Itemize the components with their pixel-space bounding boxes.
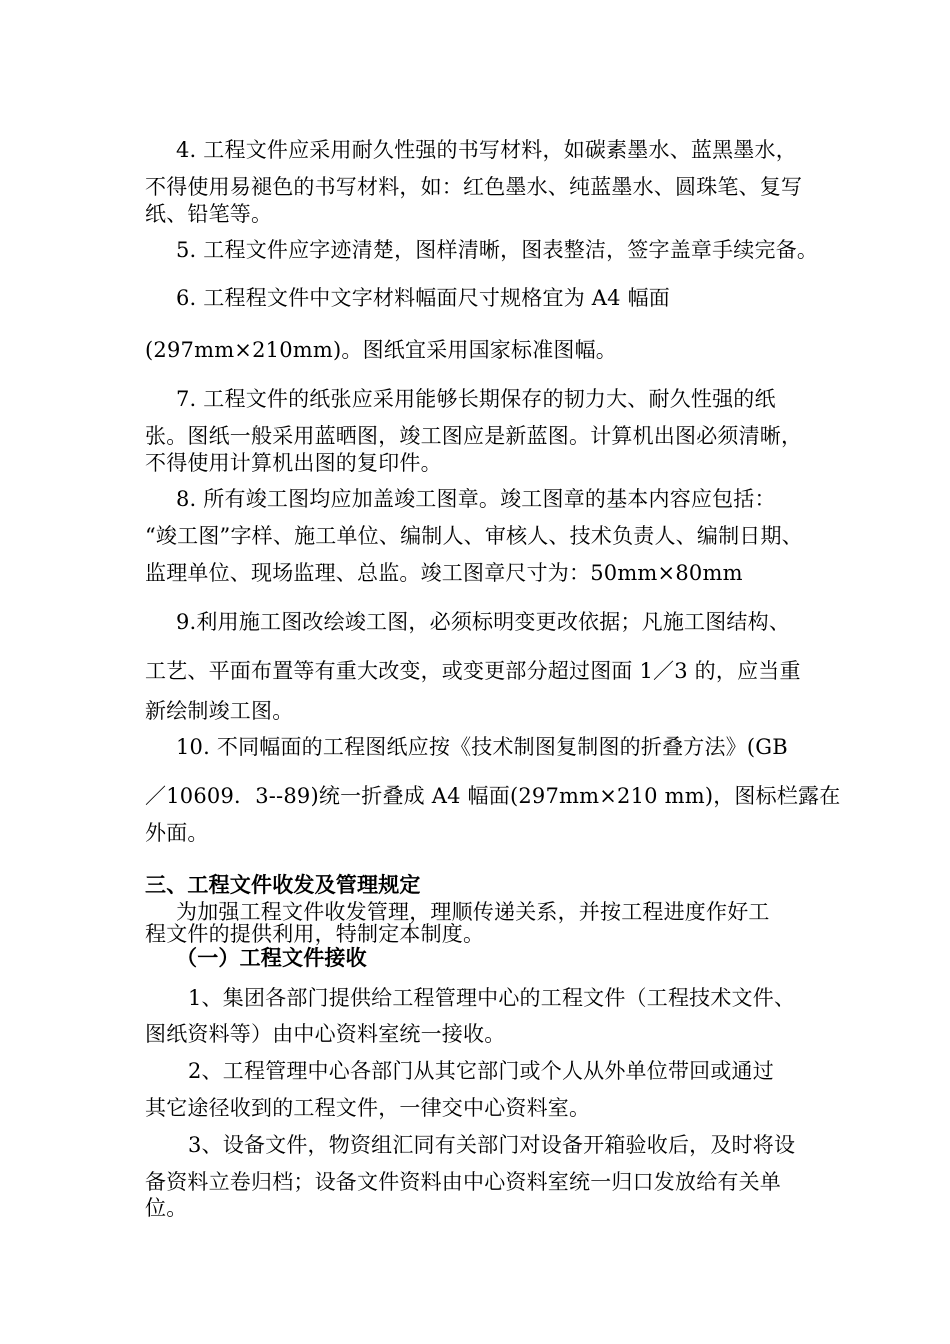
item8-line2: “竣工图”字样、施工单位、编制人、审核人、技术负责人、编制日期、 <box>145 524 803 548</box>
receive-item1-line1: 1、集团各部门提供给工程管理中心的工程文件（工程技术文件、 <box>188 986 796 1010</box>
item6-line1: 6. 工程程文件中文字材料幅面尺寸规格宜为 A4 幅面 <box>176 286 670 310</box>
section-heading: 三、工程文件收发及管理规定 <box>145 872 421 897</box>
item7-line2: 张。图纸一般采用蓝晒图，竣工图应是新蓝图。计算机出图必须清晰， <box>145 424 803 448</box>
item5-line1: 5. 工程文件应字迹清楚，图样清晰，图表整洁，签字盖章手续完备。 <box>176 238 819 262</box>
item10-line3: 外面。 <box>145 821 209 845</box>
receive-item3-line2: 备资料立卷归档；设备文件资料由中心资料室统一归口发放给有关单 <box>145 1170 781 1194</box>
item8-line1: 8. 所有竣工图均应加盖竣工图章。竣工图章的基本内容应包括： <box>176 487 776 511</box>
subsection-heading: （一）工程文件接收 <box>176 945 367 970</box>
item4-line1: 4. 工程文件应采用耐久性强的书写材料，如碳素墨水、蓝黑墨水， <box>176 138 797 162</box>
item9-line1: 9.利用施工图改绘竣工图，必须标明变更改依据；凡施工图结构、 <box>176 610 791 634</box>
section-intro-line2: 程文件的提供利用，特制定本制度。 <box>145 922 485 946</box>
item4-line2: 不得使用易褪色的书写材料，如：红色墨水、纯蓝墨水、圆珠笔、复写 <box>145 175 803 199</box>
item6-line2: (297mm×210mm)。图纸宜采用国家标准图幅。 <box>145 338 617 362</box>
item4-line3: 纸、铅笔等。 <box>145 202 273 226</box>
item10-line2: ／10609．3--89)统一折叠成 A4 幅面(297mm×210 mm)，图标栏露在 <box>145 784 841 808</box>
item10-line1: 10. 不同幅面的工程图纸应按《技术制图复制图的折叠方法》(GB <box>176 735 788 759</box>
item7-line3: 不得使用计算机出图的复印件。 <box>145 451 442 475</box>
receive-item1-line2: 图纸资料等）由中心资料室统一接收。 <box>145 1022 506 1046</box>
section-intro-line1: 为加强工程文件收发管理，理顺传递关系，并按工程进度作好工 <box>176 900 770 924</box>
item9-line2: 工艺、平面布置等有重大改变，或变更部分超过图面 1／3 的，应当重 <box>145 659 801 683</box>
receive-item2-line2: 其它途径收到的工程文件，一律交中心资料室。 <box>145 1096 591 1120</box>
item9-line3: 新绘制竣工图。 <box>145 699 294 723</box>
receive-item3-line1: 3、设备文件，物资组汇同有关部门对设备开箱验收后，及时将设 <box>188 1133 796 1157</box>
receive-item3-line3: 位。 <box>145 1196 188 1220</box>
receive-item2-line1: 2、工程管理中心各部门从其它部门或个人从外单位带回或通过 <box>188 1059 774 1083</box>
item7-line1: 7. 工程文件的纸张应采用能够长期保存的韧力大、耐久性强的纸 <box>176 387 776 411</box>
item8-line3: 监理单位、现场监理、总监。竣工图章尺寸为：50mm×80mm <box>145 561 743 585</box>
